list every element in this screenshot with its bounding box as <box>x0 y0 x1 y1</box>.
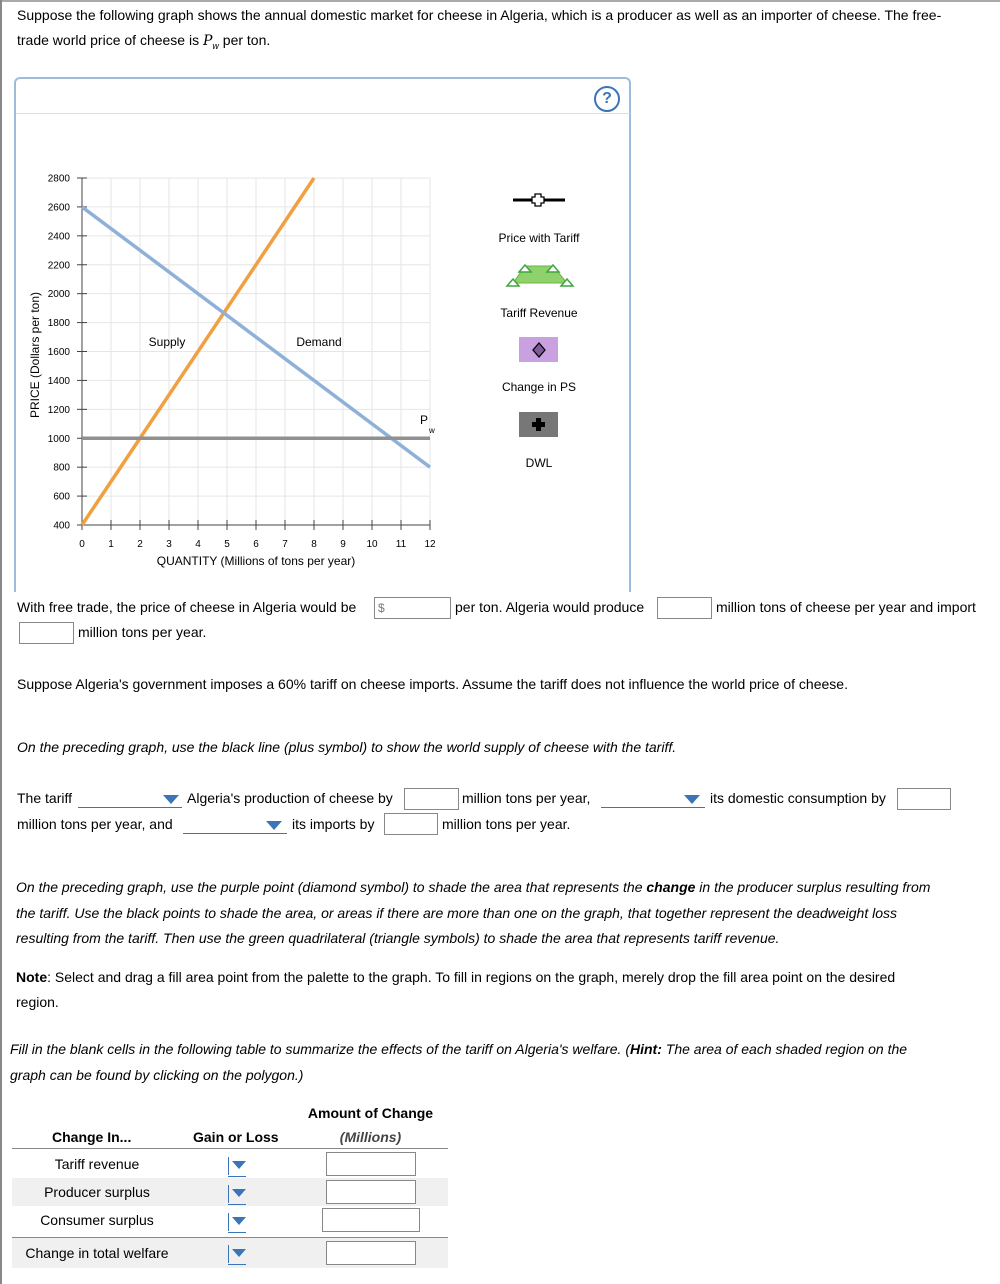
gain-loss-dropdown-producer[interactable] <box>228 1183 246 1205</box>
row-label-producer-surplus: Producer surplus <box>44 1184 150 1200</box>
intro-line-1: Suppose the following graph shows the annual domestic market for cheese in Algeria, which is a producer as well as an importer of cheese. The free- <box>17 7 942 23</box>
x-tick-label: 0 <box>79 539 85 550</box>
y-tick-label: 2000 <box>47 289 70 301</box>
q2-text-f: its imports by <box>292 816 375 832</box>
intro-line-2: trade world price of cheese is $P_w$ per ton. <box>17 32 271 51</box>
q1-text-d: million tons per year. <box>78 624 207 640</box>
chart-grid <box>82 178 430 525</box>
y-tick-label: 1400 <box>47 375 70 387</box>
x-tick-label: 2 <box>137 539 143 550</box>
q2-text-g: million tons per year. <box>442 816 571 832</box>
y-axis-label: PRICE (Dollars per ton) <box>28 291 42 419</box>
x-tick-label: 3 <box>166 539 172 550</box>
row-label-consumer-surplus: Consumer surplus <box>40 1212 154 1228</box>
gain-loss-dropdown-tariff[interactable] <box>228 1155 246 1177</box>
free-trade-price-input[interactable] <box>374 597 451 619</box>
x-tick-label: 12 <box>424 539 436 550</box>
x-axis-label: QUANTITY (Millions of tons per year) <box>156 554 356 568</box>
change-in-ps-tool[interactable] <box>519 337 558 362</box>
pw-label-subscript: w <box>429 426 435 435</box>
y-tick-label: 2200 <box>47 260 70 272</box>
dollar-sign: $ <box>378 601 385 615</box>
y-tick-label: 800 <box>53 462 70 474</box>
tariff-statement: Suppose Algeria's government imposes a 60% tariff on cheese imports. Assume the tariff does not influence the world price of cheese. <box>17 676 848 692</box>
instruction-line: On the preceding graph, use the black line (plus symbol) to show the world supply of cheese with the tariff. <box>17 739 677 755</box>
q2-text-b: Algeria's production of cheese by <box>187 790 393 806</box>
q1-text-a: With free trade, the price of cheese in Algeria would be <box>17 599 357 615</box>
x-tick-label: 6 <box>253 539 259 550</box>
y-tick-label: 2600 <box>47 202 70 214</box>
gain-loss-dropdown-total[interactable] <box>228 1243 246 1265</box>
shade-line-1: On the preceding graph, use the purple point (diamond symbol) to shade the area that represents the change in the producer surplus resulting from <box>16 879 931 895</box>
x-tick-label: 11 <box>395 539 407 550</box>
consumption-effect-dropdown[interactable] <box>601 806 705 808</box>
amount-input-total[interactable] <box>326 1241 416 1265</box>
dwl-label: DWL <box>525 456 553 470</box>
shade-line-2: the tariff. Use the black points to shade the area, or areas if there are more than one on the graph, that together represent the deadweight loss <box>16 905 897 921</box>
amount-input-tariff[interactable] <box>326 1152 416 1176</box>
amount-input-producer[interactable] <box>326 1180 416 1204</box>
shade-line-3: resulting from the tariff. Then use the green quadrilateral (triangle symbols) to shade the area that represents tariff revenue. <box>16 930 780 946</box>
q1-text-b: per ton. Algeria would produce <box>455 599 645 615</box>
production-input[interactable] <box>657 597 712 619</box>
imports-change-input[interactable] <box>384 813 438 835</box>
row-label-tariff-revenue: Tariff revenue <box>54 1156 140 1172</box>
table-header-divider <box>12 1148 448 1149</box>
x-tick-label: 10 <box>366 539 378 550</box>
x-tick-label: 8 <box>311 539 317 550</box>
x-tick-label: 7 <box>282 539 288 550</box>
amount-input-consumer[interactable] <box>322 1208 420 1232</box>
q2-text-d: its domestic consumption by <box>710 790 886 806</box>
dwl-tool[interactable] <box>519 412 558 437</box>
table-header-gain: Gain or Loss <box>193 1129 279 1145</box>
chart-ticks <box>48 174 436 551</box>
q2-text-a: The tariff <box>17 790 72 806</box>
tariff-effect-dropdown[interactable] <box>78 806 182 808</box>
x-tick-label: 9 <box>340 539 346 550</box>
row-label-total-welfare: Change in total welfare <box>25 1245 169 1261</box>
x-tick-label: 1 <box>108 539 114 550</box>
table-header-millions: (Millions) <box>339 1129 402 1145</box>
dropdown-arrow-icon[interactable] <box>266 821 282 830</box>
dropdown-arrow-icon[interactable] <box>163 795 179 804</box>
x-tick-label: 5 <box>224 539 230 550</box>
note-line-2: region. <box>16 994 59 1010</box>
production-change-input[interactable] <box>404 788 459 810</box>
y-tick-label: 1200 <box>47 404 70 416</box>
imports-effect-dropdown[interactable] <box>183 832 287 834</box>
y-tick-label: 400 <box>53 520 70 532</box>
pw-subscript: w <box>212 40 219 51</box>
x-tick-label: 4 <box>195 539 201 550</box>
fill-line-1: Fill in the blank cells in the following table to summarize the effects of the tariff on Algeria's welfare. (Hint: The area of each shaded region on the <box>10 1041 908 1057</box>
plus-symbol-icon <box>532 194 544 206</box>
q1-text-c: million tons of cheese per year and import <box>716 599 976 615</box>
y-tick-label: 2800 <box>47 173 70 185</box>
price-with-tariff-tool[interactable] <box>513 194 565 206</box>
tariff-revenue-label: Tariff Revenue <box>500 306 578 320</box>
help-button[interactable]: ? <box>594 86 620 112</box>
import-input[interactable] <box>19 622 74 644</box>
pw-symbol: P <box>202 33 213 49</box>
tariff-revenue-tool[interactable] <box>507 265 573 286</box>
pw-label: P <box>420 413 429 427</box>
fill-line-2: graph can be found by clicking on the polygon.) <box>10 1067 304 1083</box>
q2-text-c: million tons per year, <box>462 790 591 806</box>
y-tick-label: 1600 <box>47 347 70 358</box>
demand-label: Demand <box>296 335 342 349</box>
y-tick-label: 2400 <box>47 231 70 243</box>
y-tick-label: 600 <box>53 491 70 503</box>
price-with-tariff-label: Price with Tariff <box>498 231 580 245</box>
change-in-ps-label: Change in PS <box>501 380 577 394</box>
table-header-amount: Amount of Change <box>307 1105 434 1121</box>
note-line-1: Note: Select and drag a fill area point from the palette to the graph. To fill in regions on the graph, merely drop the fill area point on the desired <box>16 969 896 985</box>
table-header-change: Change In... <box>52 1129 132 1145</box>
dropdown-arrow-icon[interactable] <box>684 795 700 804</box>
consumption-change-input[interactable] <box>897 788 951 810</box>
y-tick-label: 1800 <box>47 318 70 330</box>
gain-loss-dropdown-consumer[interactable] <box>228 1211 246 1233</box>
supply-label: Supply <box>148 335 186 349</box>
q2-text-e: million tons per year, and <box>17 816 173 832</box>
y-tick-label: 1000 <box>47 433 70 445</box>
